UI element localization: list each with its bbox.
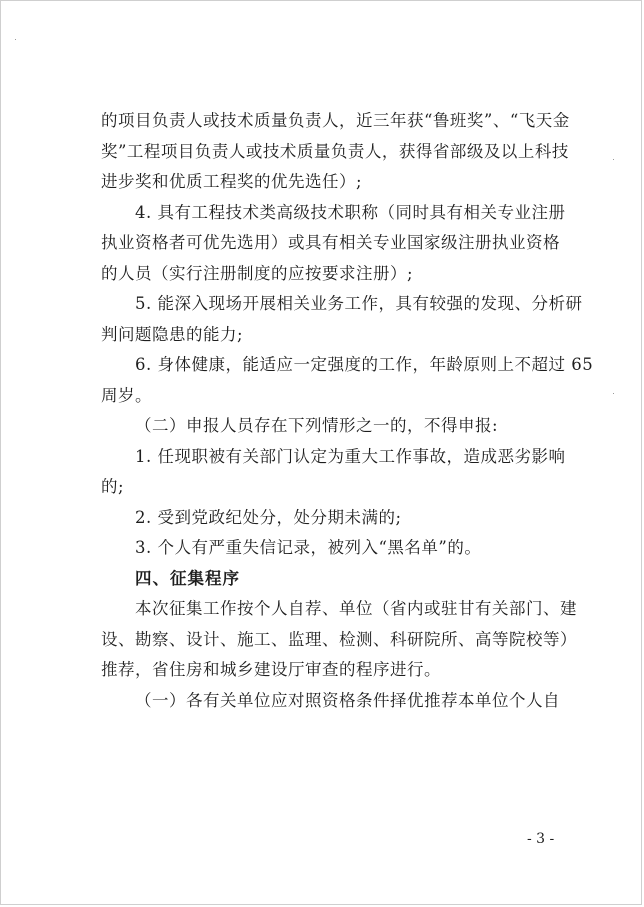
text-line: 奖”工程项目负责人或技术质量负责人，获得省部级及以上科技 bbox=[101, 141, 569, 161]
list-item-3: 3. 个人有严重失信记录，被列入“黑名单”的。 bbox=[135, 538, 482, 557]
text-line: 进步奖和优质工程奖的优先选任）; bbox=[101, 172, 363, 191]
text-line: 设、勘察、设计、施工、监理、检测、科研院所、高等院校等） bbox=[101, 629, 577, 649]
subsection-heading: （二）申报人员存在下列情形之一的，不得申报: bbox=[135, 416, 499, 435]
list-item-2: 2. 受到党政纪处分，处分期未满的; bbox=[135, 507, 402, 527]
text-line: 判问题隐患的能力; bbox=[101, 324, 244, 344]
text-line: 推荐，省住房和城乡建设厅审查的程序进行。 bbox=[101, 660, 441, 679]
document-body bbox=[101, 106, 594, 716]
list-item-4: 4. 具有工程技术类高级技术职称（同时具有相关专业注册 bbox=[135, 202, 566, 222]
text-line: 周岁。 bbox=[101, 385, 152, 405]
text-line: 的; bbox=[101, 477, 125, 496]
list-item-6: 6. 身体健康，能适应一定强度的工作，年龄原则上不超过 65 bbox=[135, 355, 594, 374]
text-line: 的项目负责人或技术质量负责人，近三年获“鲁班奖”、“飞天金 bbox=[101, 111, 570, 130]
paragraph-start: 本次征集工作按个人自荐、单位（省内或驻甘有关部门、建 bbox=[135, 599, 577, 618]
list-item-1: 1. 任现职被有关部门认定为重大工作事故，造成恶劣影响 bbox=[135, 446, 566, 466]
scan-speck bbox=[613, 393, 614, 394]
list-item-5: 5. 能深入现场开展相关业务工作，具有较强的发现、分析研 bbox=[135, 294, 583, 313]
text-line: 的人员（实行注册制度的应按要求注册）; bbox=[101, 263, 414, 283]
section-heading: 四、征集程序 bbox=[135, 568, 240, 588]
page-number: - 3 - bbox=[527, 831, 555, 847]
text-line: 执业资格者可优先选用）或具有相关专业国家级注册执业资格 bbox=[101, 233, 560, 252]
subsection-heading: （一）各有关单位应对照资格条件择优推荐本单位个人自 bbox=[135, 690, 560, 710]
scan-speck bbox=[613, 159, 614, 160]
scan-speck bbox=[15, 39, 16, 40]
